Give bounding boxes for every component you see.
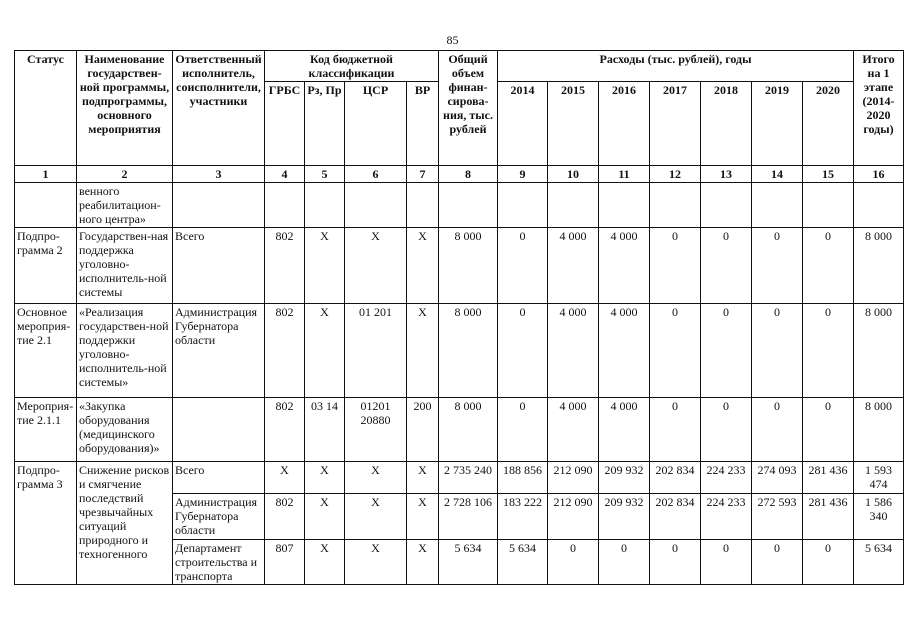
- cell-year: 4 000: [548, 304, 599, 398]
- header-csr: ЦСР: [345, 82, 407, 166]
- cell-year: 212 090: [548, 494, 599, 540]
- cell-total-volume: 8 000: [439, 398, 498, 462]
- cell-grbs: 802: [265, 398, 305, 462]
- header-year: 2014: [498, 82, 548, 166]
- cell-year: 0: [803, 304, 854, 398]
- cell-total-stage: 8 000: [854, 228, 904, 304]
- cell-total-volume: 8 000: [439, 304, 498, 398]
- cell-year: 0: [803, 228, 854, 304]
- cell-year: 281 436: [803, 494, 854, 540]
- column-number: 7: [407, 166, 439, 183]
- cell-year: 183 222: [498, 494, 548, 540]
- column-number: 8: [439, 166, 498, 183]
- cell-year: 281 436: [803, 462, 854, 494]
- cell-year: 4 000: [548, 228, 599, 304]
- cell-year: 224 233: [701, 494, 752, 540]
- cell-year: 0: [498, 228, 548, 304]
- cell-grbs: 802: [265, 228, 305, 304]
- cell-total-volume: 2 728 106: [439, 494, 498, 540]
- cell-year: 0: [650, 228, 701, 304]
- row-responsible: Департамент строительства и транспорта: [173, 540, 265, 585]
- cell-year: 0: [752, 398, 803, 462]
- row-name: Снижение рисков и смягчение последствий чрезвычайных ситуаций природного и техногенного: [77, 462, 173, 585]
- cell-year: 0: [650, 398, 701, 462]
- header-year: 2018: [701, 82, 752, 166]
- column-number: 2: [77, 166, 173, 183]
- cell-rzpr: Х: [305, 304, 345, 398]
- cell-csr: Х: [345, 540, 407, 585]
- cell-year: 224 233: [701, 462, 752, 494]
- cell-year: 0: [752, 228, 803, 304]
- cell-year: 0: [498, 304, 548, 398]
- cell-total-stage: 1 586 340: [854, 494, 904, 540]
- cell-grbs: 807: [265, 540, 305, 585]
- row-responsible: Администрация Губернатора области: [173, 494, 265, 540]
- cell-vr: 200: [407, 398, 439, 462]
- table-row: [15, 462, 904, 494]
- table-row: [15, 228, 904, 304]
- cell-year: 0: [701, 540, 752, 585]
- budget-table: [14, 50, 904, 585]
- column-number-row: [15, 166, 904, 183]
- cell-total-stage: 8 000: [854, 398, 904, 462]
- row-name: «Закупка оборудования (медицинского оборудования)»: [77, 398, 173, 462]
- header-year: 2020: [803, 82, 854, 166]
- cell-year: 0: [701, 398, 752, 462]
- column-number: 13: [701, 166, 752, 183]
- column-number: 9: [498, 166, 548, 183]
- column-number: 3: [173, 166, 265, 183]
- cell-vr: Х: [407, 540, 439, 585]
- row-name: Государствен-ная поддержка уголовно-исполнитель-ной системы: [77, 228, 173, 304]
- header-expenses: Расходы (тыс. рублей), годы: [498, 51, 854, 82]
- header-name: Наименование государствен-ной программы, подпрограммы, основного мероприятия: [77, 51, 173, 166]
- column-number: 5: [305, 166, 345, 183]
- header-year: 2017: [650, 82, 701, 166]
- cell-year: 212 090: [548, 462, 599, 494]
- continuation-row: [15, 183, 904, 228]
- header-status: Статус: [15, 51, 77, 166]
- cell-total-volume: 2 735 240: [439, 462, 498, 494]
- column-number: 16: [854, 166, 904, 183]
- cell-year: 202 834: [650, 462, 701, 494]
- header-total-stage: Итого на 1 этапе (2014-2020 годы): [854, 51, 904, 166]
- cell-total-stage: 5 634: [854, 540, 904, 585]
- cell-year: 202 834: [650, 494, 701, 540]
- cell-total-stage: 1 593 474: [854, 462, 904, 494]
- cell-total-volume: 8 000: [439, 228, 498, 304]
- column-number: 11: [599, 166, 650, 183]
- continuation-name: венного реабилитацион-ного центра»: [77, 183, 173, 228]
- cell-year: 0: [498, 398, 548, 462]
- cell-year: 274 093: [752, 462, 803, 494]
- cell-year: 0: [650, 540, 701, 585]
- cell-vr: Х: [407, 228, 439, 304]
- row-responsible: [173, 398, 265, 462]
- cell-csr: Х: [345, 462, 407, 494]
- row-status: Мероприя-тие 2.1.1: [15, 398, 77, 462]
- column-number: 10: [548, 166, 599, 183]
- row-status: Основное мероприя-тие 2.1: [15, 304, 77, 398]
- cell-year: 272 593: [752, 494, 803, 540]
- cell-vr: Х: [407, 494, 439, 540]
- cell-year: 0: [752, 540, 803, 585]
- cell-vr: Х: [407, 462, 439, 494]
- cell-year: 0: [803, 398, 854, 462]
- cell-rzpr: Х: [305, 228, 345, 304]
- cell-rzpr: Х: [305, 462, 345, 494]
- row-name: «Реализация государствен-ной поддержки уголовно-исполнитель-ной системы»: [77, 304, 173, 398]
- row-status: Подпро-грамма 3: [15, 462, 77, 585]
- cell-year: 188 856: [498, 462, 548, 494]
- cell-year: 4 000: [548, 398, 599, 462]
- cell-csr: 01 201: [345, 304, 407, 398]
- header-rzpr: Рз, Пр: [305, 82, 345, 166]
- cell-vr: Х: [407, 304, 439, 398]
- cell-year: 0: [701, 304, 752, 398]
- cell-year: 0: [548, 540, 599, 585]
- cell-rzpr: Х: [305, 494, 345, 540]
- cell-year: 209 932: [599, 494, 650, 540]
- cell-year: 4 000: [599, 398, 650, 462]
- column-number: 1: [15, 166, 77, 183]
- row-responsible: Всего: [173, 462, 265, 494]
- row-status: Подпро-грамма 2: [15, 228, 77, 304]
- cell-total-stage: 8 000: [854, 304, 904, 398]
- header-grbs: ГРБС: [265, 82, 305, 166]
- cell-year: 0: [650, 304, 701, 398]
- header-year: 2019: [752, 82, 803, 166]
- table-row: [15, 304, 904, 398]
- page-number: 85: [446, 33, 459, 47]
- cell-csr: Х: [345, 228, 407, 304]
- cell-grbs: 802: [265, 304, 305, 398]
- cell-rzpr: 03 14: [305, 398, 345, 462]
- cell-year: 4 000: [599, 228, 650, 304]
- header-total-volume: Общий объем финан-сирова-ния, тыс. рублей: [439, 51, 498, 166]
- column-number: 15: [803, 166, 854, 183]
- cell-grbs: Х: [265, 462, 305, 494]
- cell-rzpr: Х: [305, 540, 345, 585]
- row-responsible: Администрация Губернатора области: [173, 304, 265, 398]
- cell-year: 209 932: [599, 462, 650, 494]
- column-number: 6: [345, 166, 407, 183]
- cell-total-volume: 5 634: [439, 540, 498, 585]
- header-vr: ВР: [407, 82, 439, 166]
- cell-year: 0: [752, 304, 803, 398]
- cell-csr: 01201 20880: [345, 398, 407, 462]
- cell-csr: Х: [345, 494, 407, 540]
- cell-year: 0: [599, 540, 650, 585]
- row-responsible: Всего: [173, 228, 265, 304]
- column-number: 4: [265, 166, 305, 183]
- column-number: 14: [752, 166, 803, 183]
- table-row: [15, 398, 904, 462]
- cell-grbs: 802: [265, 494, 305, 540]
- column-number: 12: [650, 166, 701, 183]
- cell-year: 0: [701, 228, 752, 304]
- cell-year: 4 000: [599, 304, 650, 398]
- header-year: 2016: [599, 82, 650, 166]
- cell-year: 5 634: [498, 540, 548, 585]
- header-year: 2015: [548, 82, 599, 166]
- header-budget-code: Код бюджетной классификации: [265, 51, 439, 82]
- header-responsible: Ответственный исполнитель, соисполнители, участники: [173, 51, 265, 166]
- cell-year: 0: [803, 540, 854, 585]
